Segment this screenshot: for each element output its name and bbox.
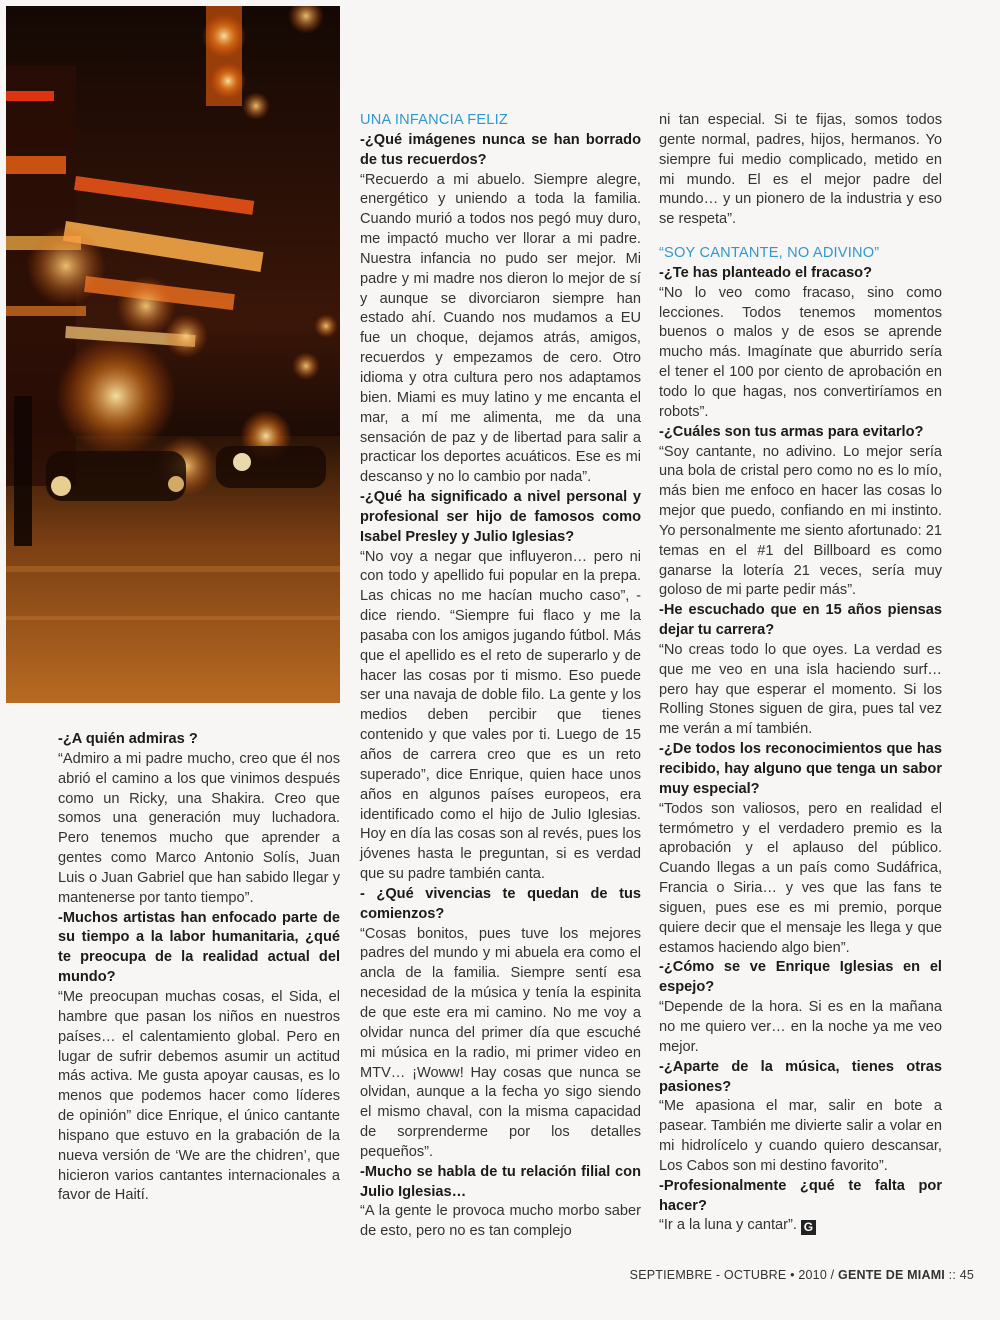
text-column-1 — [58, 730, 340, 1206]
answer: “Me preocupan muchas cosas, el Sida, el hambre que pasan los niños en nuestros países… el calentamiento global. Pero en lugar de sufrir debemos asumir un actitud más activa. Me gusta apoyar causas, es lo menos que podemos hacer como líderes de opinión” dice Enrique, el único cantante hispano que estuvo en la grabación de la nueva versión de ‘We are the chidren’, que hicieron varios cantantes internacionales a favor de Haití. — [58, 988, 340, 1204]
answer: “Cosas bonitos, pues tuve los mejores padres del mundo y mi abuela era como el ancla de la familia. Siempre sentí esa necesidad de la música y tenía la espinita de que este era mi camino. No me voy a olvidar nunca del primer día que escuché mi música en la radio, mi primer video en MTV… ¡Woww! Hay cosas que nunca se olvidan, aunque a la fecha yo sigo siendo el mismo chaval, con la misma capacidad de sorprenderme por los detalles pequeños”. — [360, 925, 641, 1160]
answer: “Admiro a mi padre mucho, creo que él nos abrió el camino a los que vinimos después como un Ricky, una Shakira. Creo que somos una generación muy luchadora. Pero tenemos mucho que aprender a gentes como Marco Antonio Solís, Juan Luis o Juan Gabriel que han sabido llegar y mantenerse por tanto tiempo”. — [58, 750, 340, 906]
page-number: :: 45 — [948, 1268, 974, 1282]
question: -¿A quién admiras ? — [58, 731, 198, 747]
answer-final-text: “Ir a la luna y cantar”. — [659, 1217, 797, 1234]
question: -¿Te has planteado el fracaso? — [659, 264, 873, 281]
footer-magazine: GENTE DE MIAMI — [838, 1268, 945, 1282]
question: -Profesionalmente ¿qué te falta por hacer? — [659, 1177, 942, 1214]
footer-date: SEPTIEMBRE - OCTUBRE • 2010 / — [629, 1268, 835, 1282]
text-column-3 — [659, 111, 942, 1236]
answer: “Depende de la hora. Si es en la mañana no me quiero ver… en la noche ya me veo mejor. — [659, 999, 942, 1055]
answer: “No creas todo lo que oyes. La verdad es que me veo en una isla haciendo surf… pero hay que esperar el momento. Si los Rolling Stones siguen de gira, pues tal vez me verán a mí también. — [659, 641, 942, 738]
answer: “Soy cantante, no adivino. Lo mejor sería una bola de cristal pero como no es lo mío, más bien me enfoco en hacer las cosas lo mejor que puedo, confiando en mi instinto. Yo personalmente me siento afortunado: 21 temas en el #1 del Billboard es como ganarse la lotería 21 veces, sería muy goloso de mi parte pedir más”. — [659, 443, 942, 599]
page-footer — [630, 1268, 974, 1282]
question: -Muchos artistas han enfocado parte de su tiempo a la labor humanitaria, ¿qué te preocupa de la realidad actual del mundo? — [58, 909, 340, 986]
answer-final — [659, 1216, 942, 1236]
text-column-2 — [360, 111, 641, 1242]
section-heading: UNA INFANCIA FELIZ — [360, 112, 508, 128]
question: -¿Cuáles son tus armas para evitarlo? — [659, 423, 924, 440]
answer: “Me apasiona el mar, salir en bote a pasear. También me divierte salir a volar en mi hidrolícelo y cuando quiero descansar, Los Cabos son mi destino favorito”. — [659, 1098, 942, 1174]
answer: “No voy a negar que influyeron… pero ni con todo y apellido fui popular en la prepa. Las chicas no me hacían mucho caso”, -dice riendo. “Siempre fui flaco y me la pasaba con los amigos jugando fútbol. Más que el apellido es el reto de superarlo y de hacer las cosas por ti mismo. Eso puede ser una navaja de doble filo. La gente y los medios deben percibir que tienes contenido y que vales por ti. Luego de 15 años de carrera creo que es un reto superado”, dice Enrique, quien hace unos años en algunos países europeos, era identificado como el hijo de Julio Iglesias. Hoy en día las cosas son al revés, pues los jóvenes hasta le preguntan, si es verdad que su padre también canta. — [360, 548, 641, 883]
answer: “A la gente le provoca mucho morbo saber de esto, pero no es tan complejo — [360, 1203, 641, 1240]
night-street-photo — [6, 6, 340, 703]
answer: “Recuerdo a mi abuelo. Siempre alegre, energético y uniendo a toda la familia. Cuando murió a todos nos pegó muy duro, me impactó mucho ver llorar a mi padre. Nuestra infancia no pudo ser mejor. Mi padre y mi madre nos dieron lo mejor de sí y aunque se divorciaron siempre han estado ahí. Cuando nos mudamos a EU fue un choque, dejamos atrás, amigos, recuerdos y empezamos de cero. Otro idioma y otra cultura pero nos adaptamos bien. Miami es muy latino y me encanta el mar, a mí me alimenta, me da una sensación de paz y de libertad para salir a practicar los deportes acuáticos. Ese es mi descanso y no lo cambio por nada”. — [360, 171, 641, 486]
question: - ¿Qué vivencias te quedan de tus comienzos? — [360, 885, 641, 922]
question: -He escuchado que en 15 años piensas dejar tu carrera? — [659, 602, 942, 639]
end-mark-logo-icon: G — [801, 1220, 816, 1235]
question: -¿Aparte de la música, tienes otras pasiones? — [659, 1058, 942, 1095]
question: -¿Cómo se ve Enrique Iglesias en el espejo? — [659, 959, 942, 996]
question: -¿Qué imágenes nunca se han borrado de tus recuerdos? — [360, 131, 641, 168]
answer: “No lo veo como fracaso, sino como lecciones. Todos tenemos momentos buenos o malos y de esos se aprende mucho más. Imagínate que aburrido sería el tener el 100 por ciento de aprobación en todo lo que hagas, nos convertiríamos en robots”. — [659, 284, 942, 420]
question: -Mucho se habla de tu relación filial con Julio Iglesias… — [360, 1163, 641, 1200]
question: -¿Qué ha significado a nivel personal y profesional ser hijo de famosos como Isabel Presley y Julio Iglesias? — [360, 489, 641, 545]
answer: “Todos son valiosos, pero en realidad el termómetro y el verdadero premio es la aprobación y el aplauso del público. Cuando llegas a un país como Sudáfrica, Francia o Siria… y ves que las fans te siguen, pues ese es mi premio, porque quiere decir que el mensaje les llega y que estamos haciendo algo bien”. — [659, 800, 942, 956]
answer: ni tan especial. Si te fijas, somos todos gente normal, padres, hijos, hermanos. Yo siempre fui medio complicado, metido en mi mundo. El es el mejor padre del mundo… y un pionero de la industria y eso se respeta”. — [659, 112, 942, 228]
question: -¿De todos los reconocimientos que has recibido, hay alguno que tenga un sabor muy especial? — [659, 741, 942, 797]
section-heading: “SOY CANTANTE, NO ADIVINO” — [659, 245, 880, 262]
